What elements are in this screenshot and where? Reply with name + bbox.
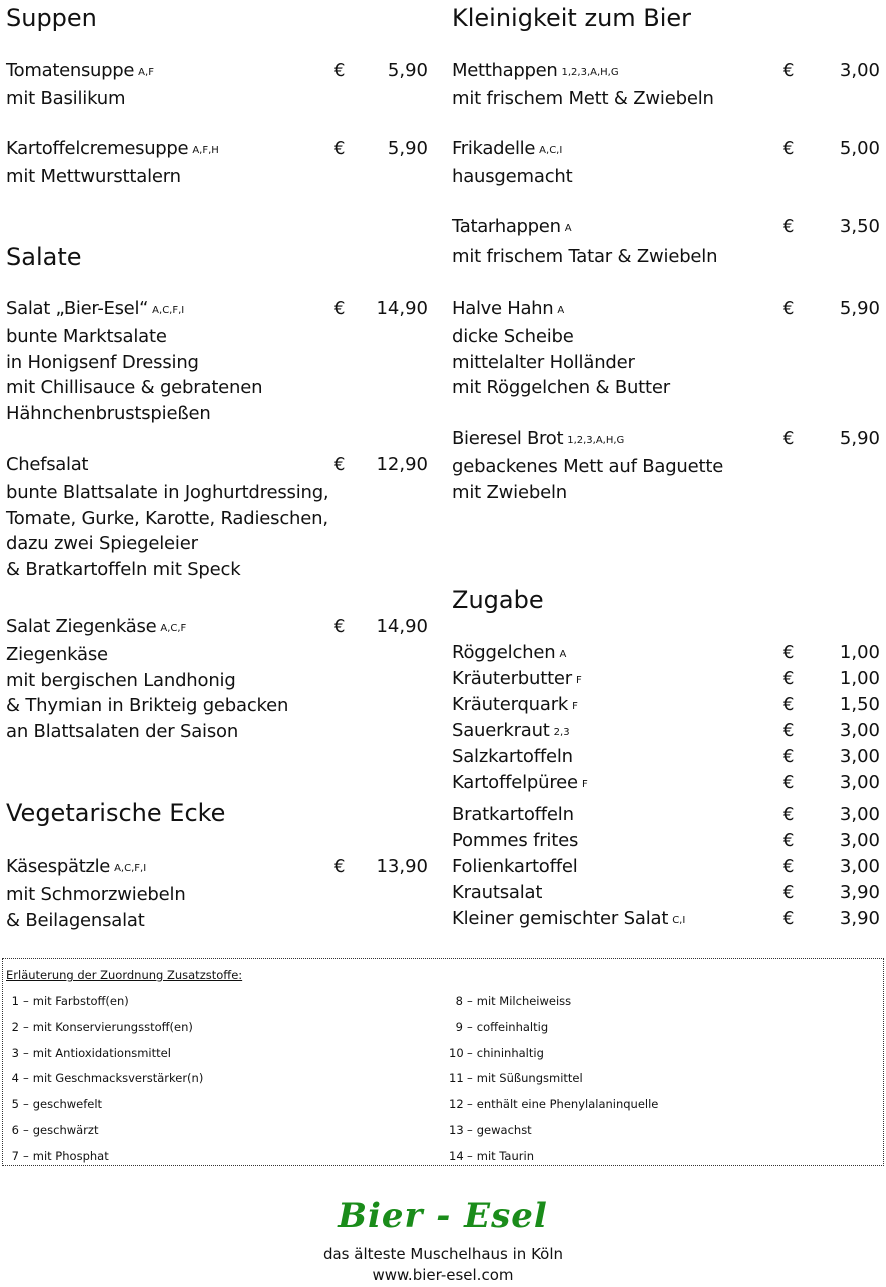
menu-item-salat-bier-esel bbox=[6, 298, 428, 426]
item-price: 3,00 bbox=[839, 772, 880, 793]
legend-number: 10 bbox=[449, 1046, 464, 1060]
euro-sign: € bbox=[783, 60, 795, 81]
menu-item-frikadelle bbox=[452, 138, 880, 190]
item-allergens: A,C,F bbox=[160, 623, 187, 634]
item-price: 3,90 bbox=[839, 908, 880, 929]
legend-dash: – bbox=[23, 1020, 29, 1034]
item-name: Halve Hahn bbox=[452, 298, 554, 319]
item-name: Kräuterquark bbox=[452, 694, 569, 715]
item-description: hausgemacht bbox=[452, 166, 573, 187]
item-price: 13,90 bbox=[376, 856, 428, 877]
item-allergens: F bbox=[576, 675, 582, 686]
euro-sign: € bbox=[334, 616, 346, 637]
item-allergens: A,C,I bbox=[539, 145, 563, 156]
zugabe-item bbox=[452, 772, 880, 798]
legend-dash: – bbox=[23, 1149, 29, 1163]
bier-esel-logo: Bier - Esel bbox=[338, 1196, 548, 1236]
item-name: Folienkartoffel bbox=[452, 856, 578, 877]
legend-text: chininhaltig bbox=[476, 1046, 544, 1060]
euro-sign: € bbox=[783, 772, 795, 793]
zugabe-item bbox=[452, 720, 880, 746]
menu-item-metthappen bbox=[452, 60, 880, 112]
legend-number: 7 bbox=[11, 1149, 19, 1163]
zugabe-item bbox=[452, 830, 880, 856]
menu-item-tomatensuppe bbox=[6, 60, 428, 112]
item-description: mit Schmorzwiebeln & Beilagensalat bbox=[6, 884, 186, 931]
item-price: 3,00 bbox=[839, 60, 880, 81]
additives-legend bbox=[2, 958, 884, 1166]
item-name: Pommes frites bbox=[452, 830, 579, 851]
legend-dash: – bbox=[467, 1149, 473, 1163]
item-description: bunte Blattsalate in Joghurtdressing, Tomate, Gurke, Karotte, Radieschen, dazu zwei Spiegeleier & Bratkartoffeln mit Speck bbox=[6, 482, 329, 580]
legend-item bbox=[449, 1123, 532, 1137]
legend-dash: – bbox=[467, 994, 473, 1008]
legend-item bbox=[9, 1020, 193, 1034]
zugabe-item bbox=[452, 882, 880, 908]
euro-sign: € bbox=[783, 720, 795, 741]
item-description: bunte Marktsalate in Honigsenf Dressing mit Chillisauce & gebratenen Hähnchenbrustspießen bbox=[6, 326, 263, 424]
item-price: 1,00 bbox=[839, 668, 880, 689]
legend-item bbox=[449, 1097, 658, 1111]
legend-text: enthält eine Phenylalaninquelle bbox=[476, 1097, 659, 1111]
euro-sign: € bbox=[783, 642, 795, 663]
legend-item bbox=[449, 1149, 534, 1163]
item-price: 5,90 bbox=[387, 60, 428, 81]
euro-sign: € bbox=[783, 138, 795, 159]
euro-sign: € bbox=[334, 856, 346, 877]
menu-item-chefsalat bbox=[6, 454, 428, 582]
item-description: Ziegenkäse mit bergischen Landhonig & Thymian in Brikteig gebacken an Blattsalaten der Saison bbox=[6, 644, 289, 742]
menu-item-kaesespaetzle bbox=[6, 856, 428, 933]
item-price: 5,90 bbox=[839, 428, 880, 449]
euro-sign: € bbox=[783, 428, 795, 449]
legend-number: 1 bbox=[11, 994, 19, 1008]
item-price: 3,00 bbox=[839, 804, 880, 825]
menu-item-kartoffelcremesuppe bbox=[6, 138, 428, 190]
item-allergens: A,C,F,I bbox=[114, 863, 147, 874]
legend-text: geschwefelt bbox=[32, 1097, 103, 1111]
section-title-vegetarisch: Vegetarische Ecke bbox=[6, 799, 226, 827]
item-price: 3,00 bbox=[839, 856, 880, 877]
item-price: 1,00 bbox=[839, 642, 880, 663]
euro-sign: € bbox=[783, 694, 795, 715]
item-allergens: A bbox=[564, 223, 572, 234]
legend-number: 5 bbox=[11, 1097, 19, 1111]
legend-number: 9 bbox=[455, 1020, 463, 1034]
item-price: 1,50 bbox=[839, 694, 880, 715]
item-description: mit Basilikum bbox=[6, 88, 126, 109]
legend-dash: – bbox=[23, 1097, 29, 1111]
legend-item bbox=[449, 994, 571, 1008]
legend-dash: – bbox=[467, 1071, 473, 1085]
legend-text: geschwärzt bbox=[32, 1123, 99, 1137]
item-name: Metthappen bbox=[452, 60, 558, 81]
item-allergens: 1,2,3,A,H,G bbox=[561, 67, 619, 78]
item-name: Salat „Bier-Esel“ bbox=[6, 298, 149, 319]
legend-text: coffeinhaltig bbox=[476, 1020, 549, 1034]
section-title-kleinigkeit: Kleinigkeit zum Bier bbox=[452, 4, 692, 32]
item-price: 3,00 bbox=[839, 746, 880, 767]
euro-sign: € bbox=[334, 454, 346, 475]
item-price: 3,50 bbox=[839, 216, 880, 237]
legend-text: mit Milcheiweiss bbox=[476, 994, 572, 1008]
legend-dash: – bbox=[467, 1123, 473, 1137]
legend-number: 3 bbox=[11, 1046, 19, 1060]
item-name: Frikadelle bbox=[452, 138, 536, 159]
menu-item-halve-hahn bbox=[452, 298, 880, 401]
item-allergens: F bbox=[581, 779, 588, 790]
legend-item bbox=[9, 1123, 98, 1137]
item-price: 3,00 bbox=[839, 720, 880, 741]
legend-number: 2 bbox=[11, 1020, 19, 1034]
item-description: mit frischem Tatar & Zwiebeln bbox=[452, 246, 718, 267]
legend-text: gewachst bbox=[476, 1123, 532, 1137]
legend-number: 12 bbox=[449, 1097, 464, 1111]
footer-subtitle: das älteste Muschelhaus in Köln bbox=[322, 1245, 564, 1263]
item-allergens: A bbox=[557, 305, 565, 316]
item-allergens: F bbox=[572, 701, 578, 712]
legend-text: mit Geschmacksverstärker(n) bbox=[32, 1071, 204, 1085]
item-price: 5,00 bbox=[839, 138, 880, 159]
zugabe-item bbox=[452, 908, 880, 934]
footer-url: www.bier-esel.com bbox=[372, 1266, 514, 1284]
item-allergens: C,I bbox=[672, 915, 686, 926]
euro-sign: € bbox=[783, 804, 795, 825]
item-allergens: A,C,F,I bbox=[152, 305, 185, 316]
item-description: dicke Scheibe mittelalter Holländer mit Röggelchen & Butter bbox=[452, 326, 670, 399]
section-title-suppen: Suppen bbox=[6, 4, 97, 32]
legend-item bbox=[449, 1071, 583, 1085]
item-name: Tomatensuppe bbox=[6, 60, 135, 81]
euro-sign: € bbox=[334, 298, 346, 319]
item-name: Chefsalat bbox=[6, 454, 89, 475]
zugabe-item bbox=[452, 856, 880, 882]
item-price: 14,90 bbox=[376, 616, 428, 637]
menu-item-tatarhappen bbox=[452, 216, 880, 270]
legend-item bbox=[449, 1020, 548, 1034]
item-price: 5,90 bbox=[387, 138, 428, 159]
item-name: Salat Ziegenkäse bbox=[6, 616, 157, 637]
legend-text: mit Konservierungsstoff(en) bbox=[32, 1020, 193, 1034]
item-allergens: 2,3 bbox=[553, 727, 570, 738]
item-price: 14,90 bbox=[376, 298, 428, 319]
zugabe-item bbox=[452, 694, 880, 720]
legend-dash: – bbox=[23, 1046, 29, 1060]
item-name: Krautsalat bbox=[452, 882, 543, 903]
legend-item bbox=[9, 1097, 102, 1111]
item-name: Kartoffelpüree bbox=[452, 772, 578, 793]
item-name: Tatarhappen bbox=[452, 216, 561, 237]
legend-item bbox=[9, 1149, 109, 1163]
zugabe-item bbox=[452, 746, 880, 772]
euro-sign: € bbox=[783, 746, 795, 767]
section-title-zugabe: Zugabe bbox=[452, 586, 544, 614]
item-price: 5,90 bbox=[839, 298, 880, 319]
euro-sign: € bbox=[783, 882, 795, 903]
item-name: Bieresel Brot bbox=[452, 428, 564, 449]
legend-number: 14 bbox=[449, 1149, 464, 1163]
legend-number: 4 bbox=[11, 1071, 19, 1085]
legend-dash: – bbox=[23, 1123, 29, 1137]
legend-text: mit Farbstoff(en) bbox=[32, 994, 129, 1008]
euro-sign: € bbox=[783, 830, 795, 851]
item-name: Sauerkraut bbox=[452, 720, 550, 741]
legend-title: Erläuterung der Zuordnung Zusatzstoffe: bbox=[6, 968, 243, 982]
item-description: gebackenes Mett auf Baguette mit Zwiebeln bbox=[452, 456, 724, 503]
item-allergens: 1,2,3,A,H,G bbox=[567, 435, 625, 446]
legend-text: mit Taurin bbox=[476, 1149, 534, 1163]
legend-dash: – bbox=[467, 1097, 473, 1111]
item-allergens: A bbox=[559, 649, 567, 660]
menu-item-salat-ziegenkaese bbox=[6, 616, 428, 744]
item-allergens: A,F bbox=[138, 67, 154, 78]
legend-dash: – bbox=[467, 1020, 473, 1034]
item-price: 3,00 bbox=[839, 830, 880, 851]
legend-text: mit Süßungsmittel bbox=[476, 1071, 583, 1085]
legend-item bbox=[9, 994, 129, 1008]
item-name: Kräuterbutter bbox=[452, 668, 572, 689]
legend-number: 13 bbox=[449, 1123, 464, 1137]
legend-dash: – bbox=[467, 1046, 473, 1060]
item-name: Bratkartoffeln bbox=[452, 804, 574, 825]
zugabe-item bbox=[452, 804, 880, 830]
euro-sign: € bbox=[783, 668, 795, 689]
item-price: 12,90 bbox=[376, 454, 428, 475]
zugabe-item bbox=[452, 642, 880, 668]
legend-text: mit Antioxidationsmittel bbox=[32, 1046, 171, 1060]
euro-sign: € bbox=[783, 298, 795, 319]
section-title-salate: Salate bbox=[6, 243, 82, 271]
item-name: Röggelchen bbox=[452, 642, 556, 663]
item-name: Kleiner gemischter Salat bbox=[452, 908, 669, 929]
euro-sign: € bbox=[334, 60, 346, 81]
zugabe-item bbox=[452, 668, 880, 694]
item-name: Kartoffelcremesuppe bbox=[6, 138, 189, 159]
item-description: mit frischem Mett & Zwiebeln bbox=[452, 88, 714, 109]
legend-item bbox=[449, 1046, 544, 1060]
menu-item-bieresel-brot bbox=[452, 428, 880, 505]
legend-item bbox=[9, 1046, 171, 1060]
euro-sign: € bbox=[783, 216, 795, 237]
euro-sign: € bbox=[334, 138, 346, 159]
euro-sign: € bbox=[783, 856, 795, 877]
item-name: Salzkartoffeln bbox=[452, 746, 573, 767]
euro-sign: € bbox=[783, 908, 795, 929]
legend-item bbox=[9, 1071, 203, 1085]
legend-number: 8 bbox=[455, 994, 463, 1008]
item-name: Käsespätzle bbox=[6, 856, 111, 877]
item-allergens: A,F,H bbox=[192, 145, 219, 156]
legend-dash: – bbox=[23, 994, 29, 1008]
legend-number: 11 bbox=[449, 1071, 464, 1085]
item-description: mit Mettwursttalern bbox=[6, 166, 181, 187]
legend-number: 6 bbox=[11, 1123, 19, 1137]
legend-dash: – bbox=[23, 1071, 29, 1085]
item-price: 3,90 bbox=[839, 882, 880, 903]
legend-text: mit Phosphat bbox=[32, 1149, 109, 1163]
